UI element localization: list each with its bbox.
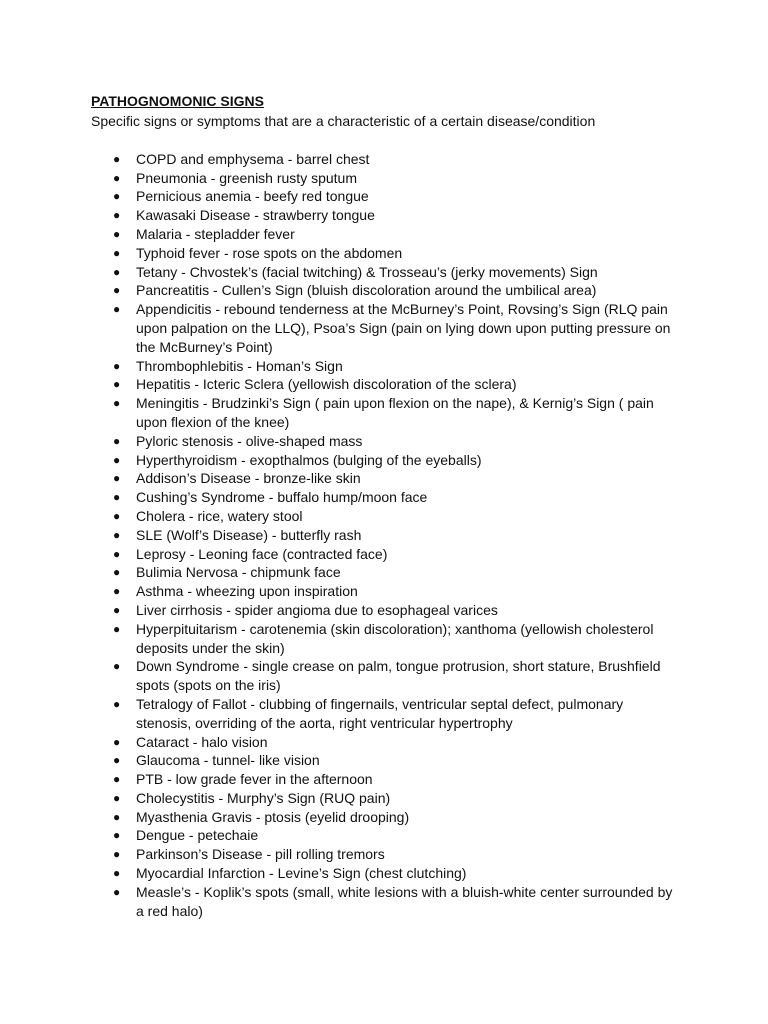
list-item-text: Tetralogy of Fallot - clubbing of fingernails, ventricular septal defect, pulmonary stenosis, overriding of the aorta, right ventricular hypertrophy xyxy=(136,695,624,731)
list-item-text: Cushing’s Syndrome - buffalo hump/moon face xyxy=(136,489,428,506)
list-item xyxy=(91,150,691,169)
list-item-text: Hyperpituitarism - carotenemia (skin discoloration); xanthoma (yellowish cholesterol deposits under the skin) xyxy=(136,620,654,656)
bullet-icon: ● xyxy=(113,584,121,599)
list-item xyxy=(91,883,691,921)
list-item xyxy=(91,187,691,206)
list-item-text: Liver cirrhosis - spider angioma due to esophageal varices xyxy=(136,601,498,618)
list-item-text: Cholecystitis - Murphy’s Sign (RUQ pain) xyxy=(136,789,391,806)
bullet-icon: ● xyxy=(113,471,121,486)
bullet-icon: ● xyxy=(113,659,121,674)
list-item-text: Hepatitis - Icteric Sclera (yellowish discoloration of the sclera) xyxy=(136,376,517,393)
bullet-icon: ● xyxy=(113,170,121,185)
bullet-icon: ● xyxy=(113,696,121,711)
bullet-icon: ● xyxy=(113,772,121,787)
bullet-icon: ● xyxy=(113,527,121,542)
list-item xyxy=(91,582,691,601)
list-item-text: Kawasaki Disease - strawberry tongue xyxy=(136,207,375,224)
list-item xyxy=(91,469,691,488)
list-item xyxy=(91,357,691,376)
bullet-icon: ● xyxy=(113,847,121,862)
list-item-text: Meningitis - Brudzinki’s Sign ( pain upon flexion on the nape), & Kernig’s Sign ( pain upon flexion of the knee) xyxy=(136,395,654,430)
list-item xyxy=(91,375,691,394)
bullet-icon: ● xyxy=(113,490,121,505)
bullet-icon: ● xyxy=(113,245,121,260)
bullet-icon: ● xyxy=(113,828,121,843)
list-item-text: Down Syndrome - single crease on palm, tongue protrusion, short stature, Brushfield spots (spots on the iris) xyxy=(136,658,661,694)
bullet-icon: ● xyxy=(113,790,121,805)
bullet-icon: ● xyxy=(113,452,121,467)
list-item xyxy=(91,394,691,432)
list-item-text: Malaria - stepladder fever xyxy=(136,225,295,242)
list-item-text: Pyloric stenosis - olive-shaped mass xyxy=(136,432,363,449)
bullet-icon: ● xyxy=(113,734,121,749)
bullet-icon: ● xyxy=(113,508,121,523)
list-item xyxy=(91,695,691,733)
list-item xyxy=(91,864,691,883)
list-item xyxy=(91,526,691,545)
list-item xyxy=(91,281,691,300)
list-item xyxy=(91,563,691,582)
list-item xyxy=(91,826,691,845)
list-item xyxy=(91,263,691,282)
list-item-text: Tetany - Chvostek’s (facial twitching) & Trosseau’s (jerky movements) Sign xyxy=(136,263,598,280)
list-item-text: Hyperthyroidism - exopthalmos (bulging of the eyeballs) xyxy=(136,451,482,468)
bullet-icon: ● xyxy=(113,753,121,768)
list-item-text: Pneumonia - greenish rusty sputum xyxy=(136,169,357,186)
list-item-text: Measle’s - Koplik’s spots (small, white lesions with a bluish-white center surrounded by a red halo) xyxy=(136,883,673,919)
bullet-icon: ● xyxy=(113,283,121,298)
document-subtitle: Specific signs or symptoms that are a characteristic of a certain disease/condition xyxy=(91,113,596,129)
list-item-text: PTB - low grade fever in the afternoon xyxy=(136,771,373,788)
list-item xyxy=(91,545,691,564)
list-item xyxy=(91,225,691,244)
bullet-icon: ● xyxy=(113,302,121,317)
list-item-text: Addison’s Disease - bronze-like skin xyxy=(136,470,361,487)
list-item xyxy=(91,657,691,695)
bullet-icon: ● xyxy=(113,866,121,881)
list-item xyxy=(91,601,691,620)
list-item-text: Bulimia Nervosa - chipmunk face xyxy=(136,564,341,581)
list-item-text: Cataract - halo vision xyxy=(136,733,268,750)
list-item xyxy=(91,169,691,188)
bullet-icon: ● xyxy=(113,884,121,899)
bullet-icon: ● xyxy=(113,809,121,824)
list-item-text: Dengue - petechaie xyxy=(136,827,259,844)
list-item-text: Thrombophlebitis - Homan’s Sign xyxy=(136,357,343,374)
signs-list xyxy=(91,150,691,921)
document-page xyxy=(91,92,691,920)
bullet-icon: ● xyxy=(113,546,121,561)
list-item-text: SLE (Wolf’s Disease) - butterfly rash xyxy=(136,526,362,543)
document-title: PATHOGNOMONIC SIGNS xyxy=(91,93,264,109)
list-item-text: Leprosy - Leoning face (contracted face) xyxy=(136,545,388,562)
bullet-icon: ● xyxy=(113,602,121,617)
bullet-icon: ● xyxy=(113,151,121,166)
list-item xyxy=(91,620,691,658)
list-item-text: Asthma - wheezing upon inspiration xyxy=(136,583,358,600)
list-item xyxy=(91,244,691,263)
bullet-icon: ● xyxy=(113,264,121,279)
bullet-icon: ● xyxy=(113,433,121,448)
list-item xyxy=(91,789,691,808)
list-item xyxy=(91,733,691,752)
list-item xyxy=(91,488,691,507)
list-item xyxy=(91,300,691,356)
list-item-text: Appendicitis - rebound tenderness at the McBurney’s Point, Rovsing’s Sign (RLQ pain upon palpation on the LLQ), Psoa’s Sign (pain on lying down upon putting pressure on the McBurney’s Point) xyxy=(136,301,671,355)
list-item-text: Myocardial Infarction - Levine’s Sign (chest clutching) xyxy=(136,865,467,882)
bullet-icon: ● xyxy=(113,565,121,580)
list-item-text: Typhoid fever - rose spots on the abdomen xyxy=(136,244,403,261)
list-item-text: Cholera - rice, watery stool xyxy=(136,507,303,524)
list-item xyxy=(91,751,691,770)
list-item-text: Pernicious anemia - beefy red tongue xyxy=(136,188,369,205)
list-item-text: Myasthenia Gravis - ptosis (eyelid drooping) xyxy=(136,808,410,825)
bullet-icon: ● xyxy=(113,396,121,411)
bullet-icon: ● xyxy=(113,377,121,392)
bullet-icon: ● xyxy=(113,621,121,636)
list-item-text: Glaucoma - tunnel- like vision xyxy=(136,752,320,769)
list-item-text: Pancreatitis - Cullen’s Sign (bluish discoloration around the umbilical area) xyxy=(136,282,597,299)
list-item-text: COPD and emphysema - barrel chest xyxy=(136,150,370,167)
list-item xyxy=(91,770,691,789)
list-item xyxy=(91,451,691,470)
bullet-icon: ● xyxy=(113,358,121,373)
list-item xyxy=(91,507,691,526)
bullet-icon: ● xyxy=(113,189,121,204)
bullet-icon: ● xyxy=(113,208,121,223)
list-item xyxy=(91,808,691,827)
list-item xyxy=(91,432,691,451)
list-item-text: Parkinson’s Disease - pill rolling tremors xyxy=(136,846,385,863)
bullet-icon: ● xyxy=(113,226,121,241)
list-item xyxy=(91,206,691,225)
list-item xyxy=(91,845,691,864)
